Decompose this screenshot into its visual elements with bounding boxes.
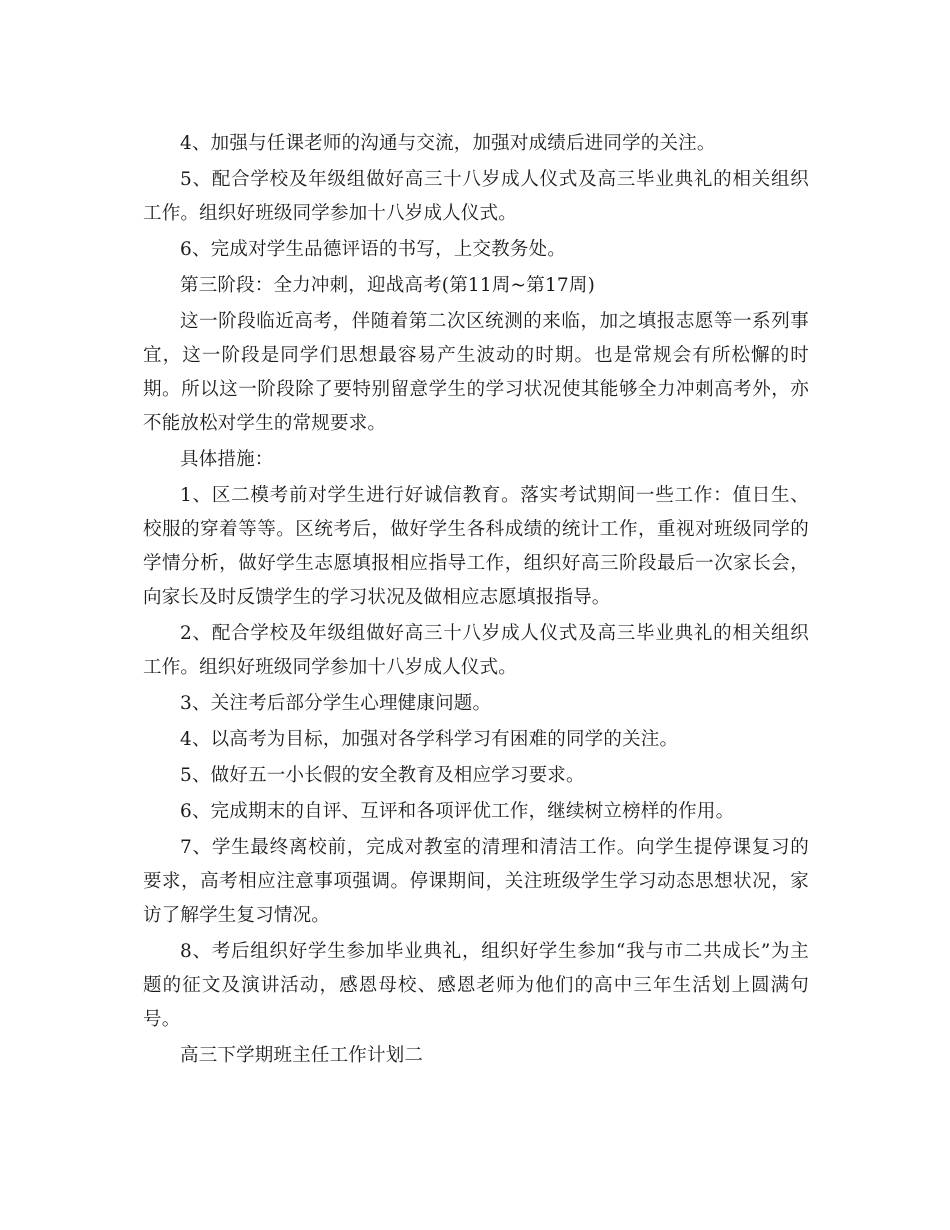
paragraph-item-6-evaluation: 6、完成对学生品德评语的书写，上交教务处。 bbox=[180, 239, 566, 260]
section-heading-stage-three: 第三阶段：全力冲刺，迎战高考(第11周~第17周) bbox=[180, 275, 596, 296]
paragraph-measure-7: 7、学生最终离校前，完成对教室的清理和清洁工作。向学生提停课复习的要求，高考相应注意事项强调。停课期间，关注班级学生学习动态思想状况，家访了解学生复习情况。 bbox=[143, 837, 809, 926]
paragraph-measure-2: 2、配合学校及年级组做好高三十八岁成人仪式及高三毕业典礼的相关组织工作。组织好班级同学参加十八岁成人仪式。 bbox=[143, 623, 809, 678]
document-body bbox=[143, 127, 809, 1075]
paragraph-measure-1: 1、区二模考前对学生进行好诚信教育。落实考试期间一些工作：值日生、校服的穿着等等。区统考后，做好学生各科成绩的统计工作，重视对班级同学的学情分析，做好学生志愿填报相应指导工作，组织好高三阶段最后一次家长会，向家长及时反馈学生的学习状况及做相应志愿填报指导。 bbox=[143, 485, 809, 608]
subheading-measures: 具体措施： bbox=[180, 449, 274, 470]
paragraph-measure-4: 4、以高考为目标，加强对各学科学习有困难的同学的关注。 bbox=[180, 729, 679, 750]
paragraph-measure-5: 5、做好五一小长假的安全教育及相应学习要求。 bbox=[180, 765, 585, 786]
paragraph-stage-three-intro: 这一阶段临近高考，伴随着第二次区统测的来临，加之填报志愿等一系列事宜，这一阶段是同学们思想最容易产生波动的时期。也是常规会有所松懈的时期。所以这一阶段除了要特别留意学生的学习状况使其能够全力冲刺高考外，亦不能放松对学生的常规要求。 bbox=[143, 311, 809, 434]
next-section-title: 高三下学期班主任工作计划二 bbox=[180, 1045, 424, 1066]
paragraph-measure-8: 8、考后组织好学生参加毕业典礼，组织好学生参加“我与市二共成长”为主题的征文及演讲活动，感恩母校、感恩老师为他们的高中三年生活划上圆满句号。 bbox=[143, 941, 809, 1030]
paragraph-measure-6: 6、完成期末的自评、互评和各项评优工作，继续树立榜样的作用。 bbox=[180, 801, 735, 822]
paragraph-item-4-teacher-communication: 4、加强与任课老师的沟通与交流，加强对成绩后进同学的关注。 bbox=[180, 133, 716, 154]
paragraph-item-5-ceremony: 5、配合学校及年级组做好高三十八岁成人仪式及高三毕业典礼的相关组织工作。组织好班级同学参加十八岁成人仪式。 bbox=[143, 169, 809, 224]
paragraph-measure-3: 3、关注考后部分学生心理健康问题。 bbox=[180, 693, 492, 714]
